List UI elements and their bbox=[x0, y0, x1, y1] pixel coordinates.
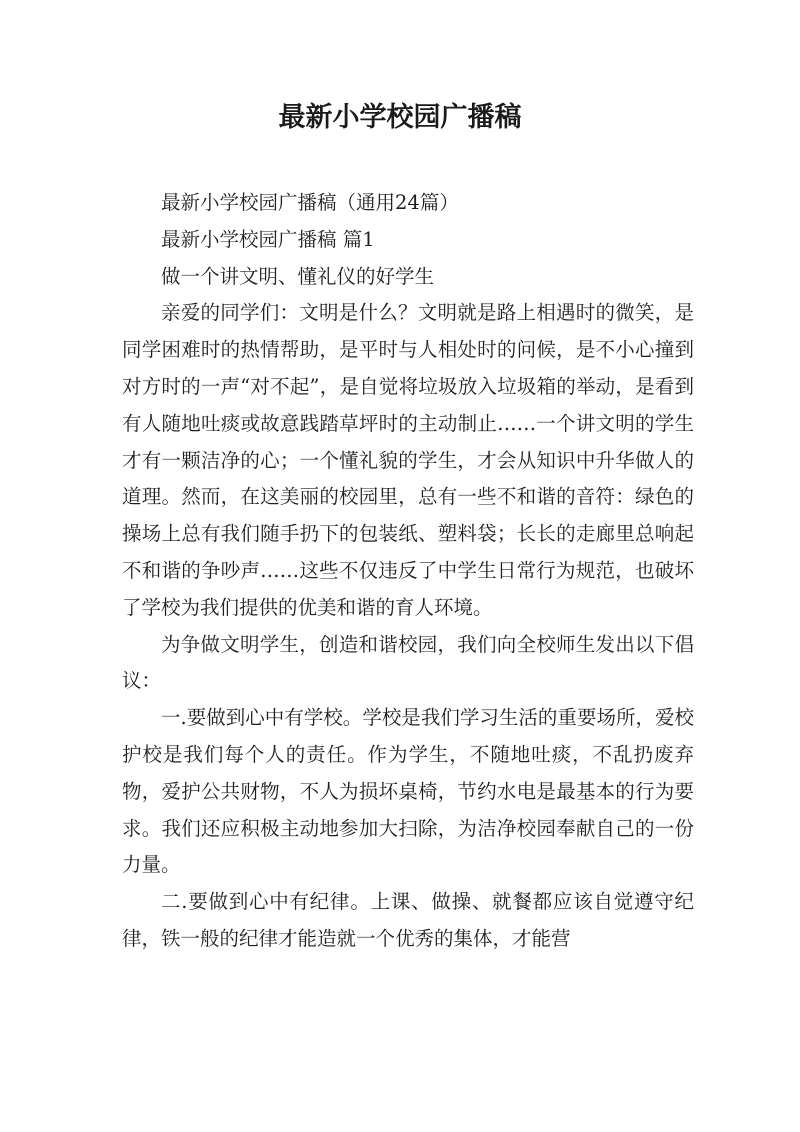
paragraph-body: 亲爱的同学们：文明是什么？文明就是路上相遇时的微笑，是同学困难时的热情帮助，是平时与人相处时的问候，是不小心撞到对方时的一声“对不起”，是自觉将垃圾放入垃圾箱的举动，是看到有人随地吐痰或故意践踏草坪时的主动制止……一个讲文明的学生才有一颗洁净的心；一个懂礼貌的学生，才会从知识中升华做人的道理。然而，在这美丽的校园里，总有一些不和谐的音符：绿色的操场上总有我们随手扔下的包装纸、塑料袋；长长的走廊里总响起不和谐的争吵声……这些不仅违反了中学生日常行为规范，也破坏了学校为我们提供的优美和谐的育人环境。 bbox=[122, 301, 694, 619]
paragraph-body: 为争做文明学生，创造和谐校园，我们向全校师生发出以下倡议： bbox=[122, 632, 694, 693]
paragraph-subtitle: 最新小学校园广播稿（通用24篇） bbox=[161, 191, 459, 214]
document-body bbox=[122, 185, 694, 958]
paragraph-body: 一.要做到心中有学校。学校是我们学习生活的重要场所，爱校护校是我们每个人的责任。作为学生，不随地吐痰，不乱扔废弃物，爱护公共财物，不人为损坏桌椅，节约水电是最基本的行为要求。我们还应积极主动地参加大扫除，为洁净校园奉献自己的一份力量。 bbox=[122, 706, 694, 877]
paragraph-section-heading: 最新小学校园广播稿 篇1 bbox=[161, 227, 375, 251]
document-title: 最新小学校园广播稿 bbox=[278, 102, 522, 133]
paragraph-body: 二.要做到心中有纪律。上课、做操、就餐都应该自觉遵守纪律，铁一般的纪律才能造就一个优秀的集体，才能营 bbox=[122, 890, 694, 950]
paragraph-speech-title: 做一个讲文明、懂礼仪的好学生 bbox=[161, 264, 435, 288]
